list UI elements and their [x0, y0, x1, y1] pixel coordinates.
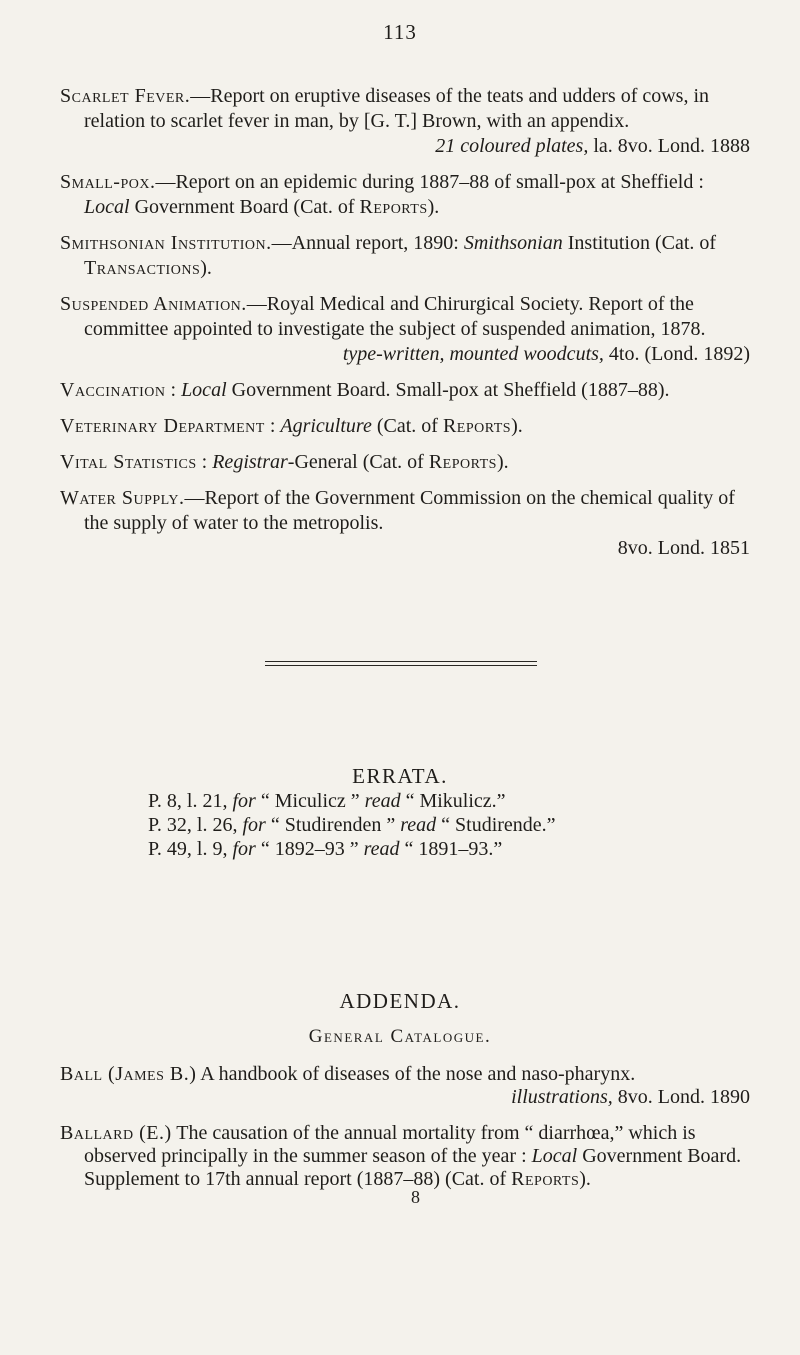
page-number: 113	[383, 20, 417, 44]
entry-smallcaps: Reports	[359, 196, 428, 218]
imprint-text: 4to. (Lond. 1892)	[603, 343, 750, 365]
errata-right: “ 1891–93.”	[399, 838, 503, 860]
entry-vital-statistics	[60, 450, 750, 475]
entry-heading: Vaccination	[60, 379, 166, 401]
entry-text: A handbook of diseases of the nose and naso-pharynx.	[196, 1063, 636, 1085]
entry-text-2: Institution (Cat. of	[562, 232, 717, 254]
imprint-text: la. 8vo. Lond. 1888	[588, 135, 750, 157]
errata-right: “ Mikulicz.”	[400, 790, 506, 812]
entry-smallcaps: Reports	[428, 451, 497, 473]
errata-wrong: “ Studirenden ”	[265, 814, 401, 836]
entry-smallcaps: Transactions	[84, 257, 201, 279]
errata-title: ERRATA.	[352, 764, 448, 788]
errata-read: read	[400, 814, 437, 836]
entry-text-2: (Cat. of	[371, 415, 443, 437]
entry-text: —Royal Medical and Chirurgical Society. Report of the committee appointed to investigate the subject of suspended animation, 1878.	[84, 293, 706, 340]
entry-imprint: 8vo. Lond. 1851	[617, 537, 750, 559]
rule-line	[265, 661, 537, 662]
entry-heading: Water Supply.	[60, 487, 185, 509]
entry-smithsonian	[60, 231, 750, 281]
entry-smallcaps: Reports	[442, 415, 512, 437]
entry-veterinary-department	[60, 414, 750, 439]
entry-vaccination	[60, 378, 750, 403]
signature-mark: 8	[411, 1187, 420, 1207]
imprint-italic: 21 coloured plates,	[435, 135, 589, 157]
entry-italic: Local	[531, 1145, 578, 1167]
addenda-entries	[60, 1063, 750, 1216]
entry-italic: Smithsonian	[463, 232, 563, 254]
errata-line	[148, 789, 708, 813]
double-rule	[265, 661, 537, 669]
entry-smallcaps: Reports	[511, 1168, 580, 1190]
entry-text: The causation of the annual mortality from “ diarrhœa,” which is observed principally in the summer season of the year :	[84, 1122, 696, 1167]
entry-water-supply	[60, 486, 750, 561]
errata-right: “ Studirende.”	[436, 814, 556, 836]
errata-read: read	[363, 838, 400, 860]
entry-text-2: Government Board. Supplement to 17th annual report (1887–88) (Cat. of	[84, 1145, 742, 1190]
entry-small-pox	[60, 170, 750, 220]
addenda-entry-ball	[60, 1063, 750, 1109]
entry-text-2: Government Board. Small-pox at Sheffield (1887–88).	[226, 379, 670, 401]
entry-text-3: ).	[496, 451, 509, 473]
entry-text: —Report on eruptive diseases of the teats and udders of cows, in relation to scarlet fever in man, by [G. T.] Brown, with an appendix.	[84, 85, 710, 132]
entry-italic: Local	[84, 196, 130, 218]
entry-heading: Ballard (E.)	[60, 1122, 172, 1144]
entry-text-2: Government Board (Cat. of	[129, 196, 360, 218]
entry-heading: Ball (James B.)	[60, 1063, 197, 1085]
entry-imprint	[84, 342, 750, 367]
entry-heading: Small-pox.	[60, 171, 156, 193]
errata-for: for	[232, 838, 256, 860]
entry-text-3: ).	[200, 257, 212, 279]
entry-heading: Scarlet Fever.	[60, 85, 191, 107]
entry-heading: Vital Statistics	[60, 451, 197, 473]
entry-imprint	[84, 1086, 750, 1109]
errata-line	[148, 837, 708, 861]
errata-wrong: “ 1892–93 ”	[255, 838, 364, 860]
entry-imprint	[84, 134, 750, 159]
entry-heading: Veterinary Department	[60, 415, 265, 437]
entry-text-3: ).	[511, 415, 523, 437]
entry-italic: Local	[181, 379, 227, 401]
imprint-italic: type-written, mounted woodcuts,	[342, 343, 604, 365]
errata-list	[148, 789, 708, 861]
entry-text-2: -General (Cat. of	[287, 451, 429, 473]
entry-heading: Smithsonian Institution.	[60, 232, 272, 254]
entry-scarlet-fever	[60, 84, 750, 159]
entry-text-3: ).	[579, 1168, 591, 1190]
entry-heading: Suspended Animation.	[60, 293, 247, 315]
entry-text: :	[196, 451, 213, 473]
entry-italic: Registrar	[212, 451, 288, 473]
addenda-entry-ballard	[60, 1122, 750, 1207]
catalogue-entries	[60, 84, 750, 572]
entry-text: —Report of the Government Commission on the chemical quality of the supply of water to the metropolis.	[84, 487, 735, 534]
imprint-text: 8vo. Lond. 1890	[612, 1086, 750, 1108]
errata-for: for	[232, 790, 256, 812]
entry-text-3: ).	[427, 196, 440, 218]
errata-for: for	[242, 814, 266, 836]
entry-text: —Annual report, 1890:	[271, 232, 464, 254]
entry-suspended-animation	[60, 292, 750, 367]
entry-italic: Agriculture	[280, 415, 372, 437]
errata-wrong: “ Miculicz ”	[255, 790, 365, 812]
entry-text: —Report on an epidemic during 1887–88 of small-pox at Sheffield :	[155, 171, 704, 193]
errata-ref: P. 32, l. 26,	[148, 814, 243, 836]
errata-ref: P. 8, l. 21,	[148, 790, 233, 812]
entry-text: :	[165, 379, 182, 401]
errata-read: read	[364, 790, 401, 812]
addenda-title: ADDENDA.	[339, 989, 461, 1013]
errata-ref: P. 49, l. 9,	[148, 838, 233, 860]
entry-text: :	[264, 415, 281, 437]
imprint-italic: illustrations,	[511, 1086, 613, 1108]
rule-line	[265, 665, 537, 666]
addenda-subtitle: General Catalogue.	[308, 1026, 492, 1047]
errata-line	[148, 813, 708, 837]
